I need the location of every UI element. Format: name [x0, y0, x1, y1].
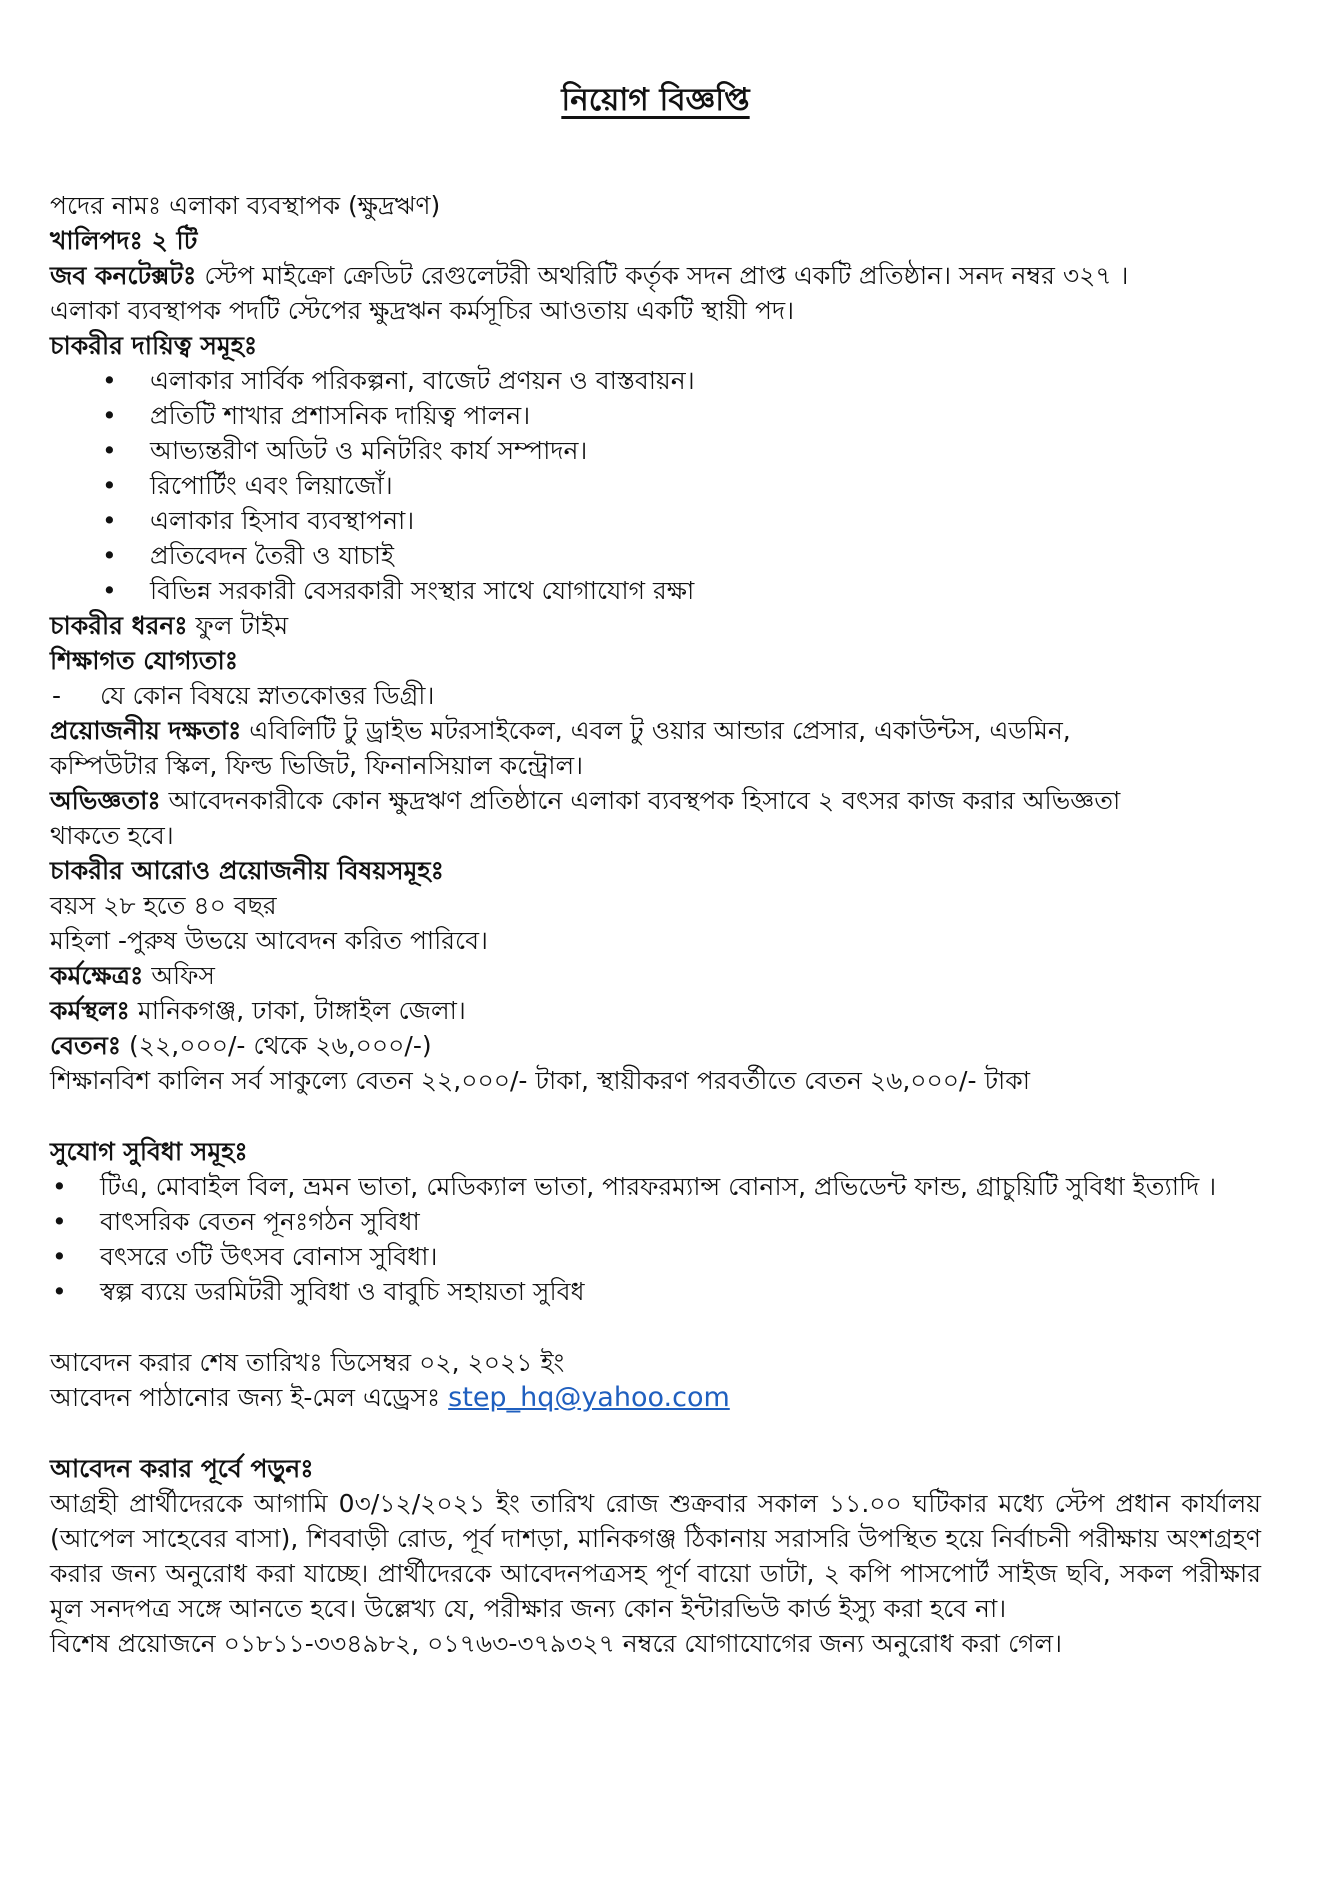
benefit-item: • স্বল্প ব্যয়ে ডরমিটরী সুবিধা ও বাবুচি সহায়তা সুবিধ	[50, 1274, 1261, 1309]
duty-item: • প্রতিটি শাখার প্রশাসনিক দায়িত্ব পালন।	[50, 398, 1261, 433]
salary-value: (২২,০০০/- থেকে ২৬,০০০/-)	[121, 1031, 432, 1060]
benefit-item: • টিএ, মোবাইল বিল, ভ্রমন ভাতা, মেডিক্যাল ভাতা, পারফরম্যান্স বোনাস, প্রভিডেন্ট ফান্ড, গ্রাচুয়িটি সুবিধা ইত্যাদি ।	[50, 1169, 1261, 1204]
workplace-value: অফিস	[143, 961, 215, 990]
location	[50, 993, 1261, 1028]
salary-detail: শিক্ষানবিশ কালিন সর্ব সাকুল্যে বেতন ২২,০০০/- টাকা, স্থায়ীকরণ পরবর্তীতে বেতন ২৬,০০০/- টাকা	[50, 1066, 1031, 1095]
benefits-list	[50, 1169, 1261, 1309]
location-label: কর্মস্থলঃ	[50, 996, 130, 1025]
salary-label: বেতনঃ	[50, 1031, 122, 1060]
duty-item: • বিভিন্ন সরকারী বেসরকারী সংস্থার সাথে যোগাযোগ রক্ষা	[50, 573, 1261, 608]
salary	[50, 1028, 1261, 1063]
experience-text: আবেদনকারীকে কোন ক্ষুদ্রঋণ প্রতিষ্ঠানে এলাকা ব্যবস্থপক হিসাবে ২ বৎসর কাজ করার অভিজ্ঞতা	[160, 786, 1121, 815]
education-heading: শিক্ষাগত যোগ্যতাঃ	[50, 646, 239, 675]
job-context-line-1	[50, 258, 1261, 293]
spacer	[50, 1415, 1261, 1451]
instructions-heading: আবেদন করার পূর্বে পড়ুনঃ	[50, 1454, 314, 1483]
email-label: আবেদন পাঠানোর জন্য ই-মেল এড্রেসঃ	[50, 1383, 449, 1412]
post-name	[50, 188, 1261, 223]
job-type-label: চাকরীর ধরনঃ	[50, 611, 188, 640]
benefit-item: • বৎসরে ৩টি উৎসব বোনাস সুবিধা।	[50, 1239, 1261, 1274]
workplace	[50, 958, 1261, 993]
job-context-text: স্টেপ মাইক্রো ক্রেডিট রেগুলেটরী অথরিটি কর্তৃক সদন প্রাপ্ত একটি প্রতিষ্ঠান। সনদ নম্বর ৩২৭ ।	[196, 261, 1129, 290]
contact-info: বিশেষ প্রয়োজনে ০১৮১১-৩৩৪৯৮২, ০১৭৬৩-৩৭৯৩২৭ নম্বরে যোগাযোগের জন্য অনুরোধ করা গেল।	[50, 1629, 1063, 1658]
deadline: আবেদন করার শেষ তারিখঃ ডিসেম্বর ০২, ২০২১ ইং	[50, 1348, 565, 1377]
age-requirement: বয়স ২৮ হতে ৪০ বছর	[50, 891, 277, 920]
duties-heading: চাকরীর দায়িত্ব সমূহঃ	[50, 331, 258, 360]
notice-title: নিয়োগ বিজ্ঞপ্তি	[561, 82, 750, 118]
workplace-label: কর্মক্ষেত্রঃ	[50, 961, 144, 990]
spacer	[50, 1098, 1261, 1134]
spacer	[50, 1309, 1261, 1345]
job-type-value: ফুল টাইম	[187, 611, 289, 640]
skills-line-1	[50, 713, 1261, 748]
post-value: এলাকা ব্যবস্থাপক (ক্ষুদ্রঋণ)	[161, 191, 441, 220]
post-label: পদের নামঃ	[50, 191, 162, 220]
job-context-line-2: এলাকা ব্যবস্থাপক পদটি স্টেপের ক্ষুদ্রঋন কর্মসূচির আওতায় একটি স্থায়ী পদ।	[50, 296, 795, 325]
duty-item: • রিপোর্টিং এবং লিয়াজোঁ।	[50, 468, 1261, 503]
experience-label: অভিজ্ঞতাঃ	[50, 786, 161, 815]
gender-requirement: মহিলা -পুরুষ উভয়ে আবেদন করিত পারিবে।	[50, 926, 488, 955]
email-line	[50, 1380, 1261, 1415]
skills-label: প্রয়োজনীয় দক্ষতাঃ	[50, 716, 242, 745]
benefits-heading: সুযোগ সুবিধা সমূহঃ	[50, 1137, 248, 1166]
duty-item: • আভ্যন্তরীণ অডিট ও মনিটরিং কার্য সম্পাদন।	[50, 433, 1261, 468]
duty-item: • এলাকার হিসাব ব্যবস্থাপনা।	[50, 503, 1261, 538]
experience-line-2: থাকতে হবে।	[50, 821, 174, 850]
location-value: মানিকগঞ্জ, ঢাকা, টাঙ্গাইল জেলা।	[129, 996, 466, 1025]
duty-item: • এলাকার সার্বিক পরিকল্পনা, বাজেট প্রণয়ন ও বাস্তবায়ন।	[50, 363, 1261, 398]
education-item: - যে কোন বিষয়ে স্নাতকোত্তর ডিগ্রী।	[50, 678, 1261, 713]
skills-text: এবিলিটি টু ড্রাইভ মটরসাইকেল, এবল টু ওয়ার আন্ডার প্রেসার, একাউন্টস, এডমিন,	[241, 716, 1071, 745]
duties-list	[50, 363, 1261, 608]
vacancy: খালিপদঃ ২ টি	[50, 226, 198, 255]
email-link[interactable]: step_hq@yahoo.com	[448, 1382, 730, 1413]
job-context-label: জব কনটেক্সটঃ	[50, 261, 197, 290]
job-type	[50, 608, 1261, 643]
duty-item: • প্রতিবেদন তৈরী ও যাচাই	[50, 538, 1261, 573]
other-requirements-heading: চাকরীর আরোও প্রয়োজনীয় বিষয়সমূহঃ	[50, 856, 444, 885]
instructions-body: আগ্রহী প্রার্থীদেরকে আগামি 0৩/১২/২০২১ ইং তারিখ রোজ শুক্রবার সকাল ১১.০০ ঘটিকার মধ্যে স্টেপ প্রধান কার্যালয় (আপেল সাহেবের বাসা), শিববাড়ী রোড, পূর্ব দাশড়া, মানিকগঞ্জ ঠিকানায় সরাসরি উপস্থিত হয়ে নির্বাচনী পরীক্ষায় অংশগ্রহণ করার জন্য অনুরোধ করা যাচ্ছে। প্রার্থীদেরকে আবেদনপত্রসহ পূর্ণ বায়ো ডাটা, ২ কপি পাসপোর্ট সাইজ ছবি, সকল পরীক্ষার মূল সনদপত্র সঙ্গে আনতে হবে। উল্লেখ্য যে, পরীক্ষার জন্য কোন ইন্টারভিউ কার্ড ইস্যু করা হবে না।	[50, 1489, 1261, 1623]
benefit-item: • বাৎসরিক বেতন পূনঃগঠন সুবিধা	[50, 1204, 1261, 1239]
skills-line-2: কম্পিউটার স্কিল, ফিল্ড ভিজিট, ফিনানসিয়াল কন্ট্রোল।	[50, 751, 584, 780]
experience-line-1	[50, 783, 1261, 818]
